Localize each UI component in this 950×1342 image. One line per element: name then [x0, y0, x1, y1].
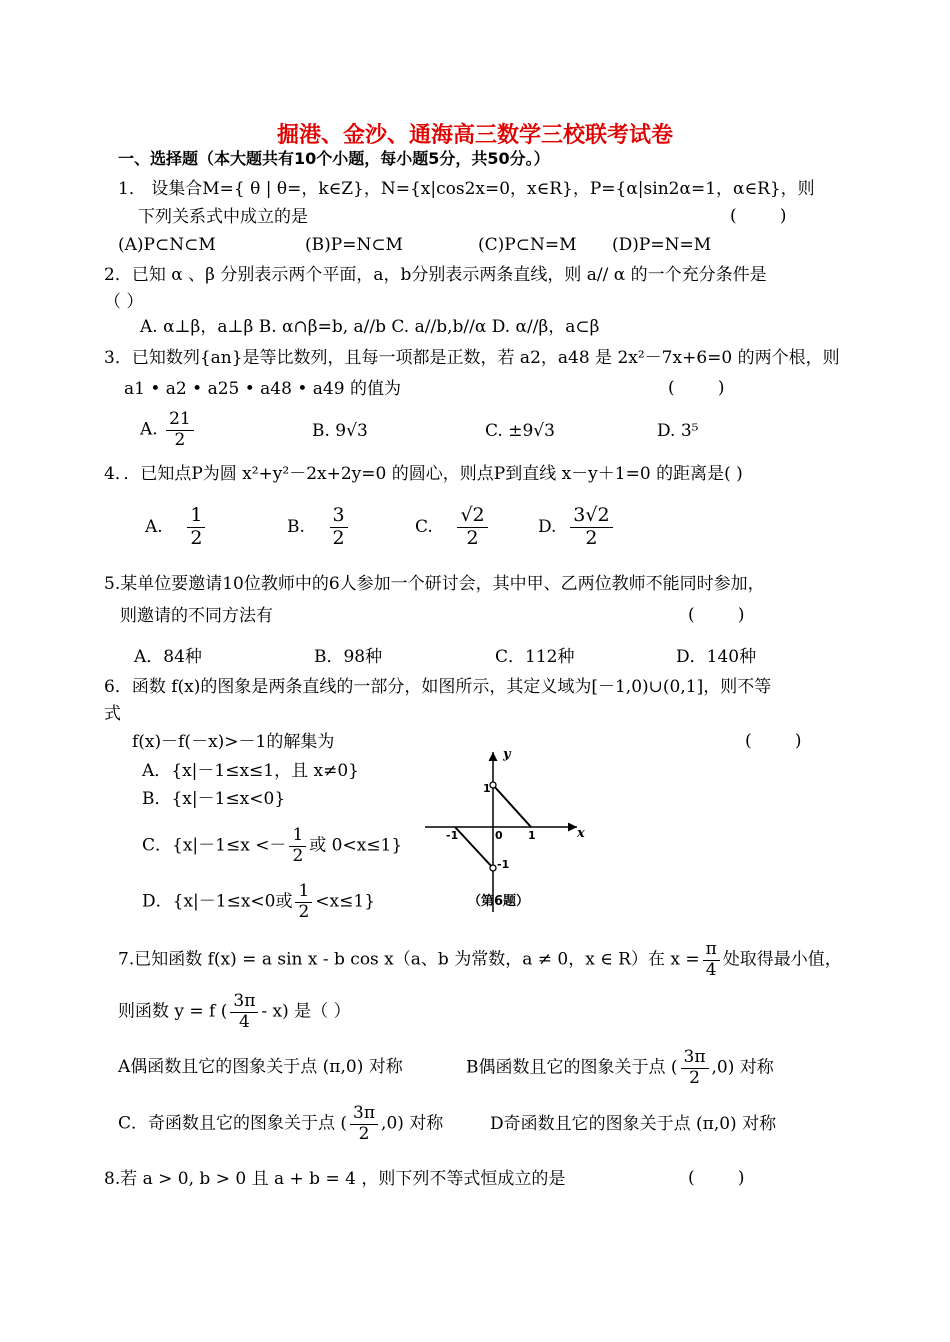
q2-options: A. α⊥β，a⊥β B. α∩β=b, a//b C. a//b,b//α D. α//β，a⊂β [140, 317, 600, 337]
q4-d-fraction [570, 505, 612, 550]
q6-line1: 6．函数 f(x)的图象是两条直线的一部分，如图所示，其定义域为[－1,0)∪(0,1]，则不等 [104, 677, 772, 697]
q7-c-post: ,0) 对称 [381, 1113, 444, 1134]
q2-line1: 2．已知 α 、β 分别表示两个平面，a，b分别表示两条直线，则 a// α 的一个充分条件是 [104, 265, 767, 285]
q7-l1-den: 4 [705, 959, 717, 980]
q7-l2-num: 3π [230, 992, 258, 1013]
q4-option-b [287, 505, 351, 550]
q7-line2 [118, 992, 351, 1032]
q5-line2: 则邀请的不同方法有 [120, 606, 273, 626]
q4-c-num: √2 [457, 505, 487, 528]
x-axis-label: x [577, 826, 585, 841]
q3-option-d: D. 3⁵ [657, 421, 699, 441]
q5-answer-paren: ( ) [688, 605, 745, 625]
y-axis-label: y [503, 747, 511, 762]
q6-c-den: 2 [292, 845, 304, 866]
q4-b-num: 3 [330, 505, 348, 528]
q7-b-den: 2 [689, 1067, 700, 1088]
q7-l2-fraction [230, 992, 258, 1032]
q3-line1: 3．已知数列{an}是等比数列，且每一项都是正数，若 a2，a48 是 2x²－7x+6=0 的两个根，则 [104, 348, 840, 368]
q4-a-fraction [187, 505, 205, 550]
q4-a-den: 2 [190, 526, 203, 549]
q6-answer-paren: ( ) [745, 731, 802, 751]
q7-option-c [118, 1104, 443, 1144]
q3-a-label: A. [140, 419, 158, 440]
q7-b-fraction [681, 1048, 709, 1088]
exam-title: 掘港、金沙、通海高三数学三校联考试卷 [276, 123, 673, 148]
q4-d-den: 2 [585, 526, 598, 549]
q6-d-den: 2 [298, 901, 310, 922]
q1-line1: 1． 设集合M={ θ | θ=，k∈Z}，N={x|cos2x=0，x∈R}，P={α|sin2α=1，α∈R}，则 [118, 179, 815, 199]
q7-l1-fraction [703, 940, 720, 980]
q5-line1: 5.某单位要邀请10位教师中的6人参加一个研讨会，其中甲、乙两位教师不能同时参加， [104, 574, 765, 594]
q6-line1b: 式 [104, 704, 121, 724]
q4-a-num: 1 [187, 505, 205, 528]
q7-c-num: 3π [350, 1104, 378, 1125]
q4-option-d [538, 505, 616, 550]
q7-b-pre: B偶函数且它的图象关于点 ( [466, 1057, 678, 1078]
q6-c-pre: C．{x|－1≤x <－ [142, 835, 287, 856]
q6-figure-caption: （第6题） [468, 894, 530, 909]
q6-d-num: 1 [295, 882, 312, 903]
q5-option-d: D．140种 [676, 647, 757, 667]
q7-c-pre: C．奇函数且它的图象关于点 ( [118, 1113, 348, 1134]
q6-option-c [142, 826, 402, 866]
q4-line1: 4．．已知点P为圆 x²+y²－2x+2y=0 的圆心，则点P到直线 x－y＋1=0 的距离是( ) [104, 464, 743, 484]
origin-label: 0 [495, 829, 503, 842]
open-point-bottom [490, 865, 496, 871]
q7-line1 [118, 940, 842, 980]
q6-option-a: A．{x|－1≤x≤1，且 x≠0} [142, 761, 359, 781]
q4-c-den: 2 [466, 526, 479, 549]
q1-option-a: (A)P⊂N⊂M [118, 235, 216, 255]
q6-d-post: <x≤1} [315, 891, 376, 912]
q1-line2: 下列关系式中成立的是 [138, 207, 308, 227]
y-tick-neg1: -1 [497, 858, 510, 871]
q7-option-d: D奇函数且它的图象关于点 (π,0) 对称 [490, 1114, 777, 1134]
q1-answer-paren: ( ) [730, 206, 787, 226]
q7-b-post: ,0) 对称 [711, 1057, 774, 1078]
q4-d-label: D. [538, 516, 557, 537]
q3-a-num: 21 [166, 410, 194, 431]
graph-segment-right [493, 785, 531, 827]
q7-l1-num: π [703, 940, 720, 961]
q7-c-fraction [350, 1104, 378, 1144]
q7-l1-post: 处取得最小值， [722, 949, 842, 970]
q3-option-b: B. 9√3 [312, 421, 368, 441]
q7-l2-den: 4 [238, 1011, 250, 1032]
q6-line2: f(x)－f(－x)>－1的解集为 [132, 732, 335, 752]
q5-option-a: A．84种 [134, 647, 202, 667]
q7-l1-pre: 7.已知函数 f(x) = a sin x - b cos x（a、b 为常数，a ≠ 0，x ∈ R）在 x = [118, 949, 700, 970]
q8-line1: 8.若 a > 0, b > 0 且 a + b = 4 ，则下列不等式恒成立的是 [104, 1169, 566, 1189]
q6-c-post: 或 0<x≤1} [309, 835, 403, 856]
q3-a-fraction [166, 410, 194, 450]
q5-option-b: B．98种 [314, 647, 383, 667]
q1-option-c: (C)P⊂N=M [478, 235, 577, 255]
q6-d-fraction [295, 882, 312, 922]
q4-a-label: A. [145, 516, 163, 537]
q7-option-b [466, 1048, 774, 1088]
q6-option-d [142, 882, 375, 922]
q7-l2-pre: 则函数 y = f ( [118, 1001, 228, 1022]
q6-c-fraction [289, 826, 306, 866]
q7-option-a: A偶函数且它的图象关于点 (π,0) 对称 [118, 1057, 403, 1077]
q4-c-fraction [457, 505, 487, 550]
graph-segment-left [455, 827, 493, 868]
q7-b-num: 3π [681, 1048, 709, 1069]
y-tick-1: 1 [483, 782, 491, 795]
q4-d-num: 3√2 [570, 505, 612, 528]
q6-c-num: 1 [289, 826, 306, 847]
q3-line2: a1 • a2 • a25 • a48 • a49 的值为 [124, 379, 401, 399]
q8-answer-paren: ( ) [688, 1168, 745, 1188]
q2-line2: （ ） [104, 292, 144, 312]
q4-b-fraction [330, 505, 348, 550]
q6-d-pre: D．{x|－1≤x<0或 [142, 891, 293, 912]
q4-b-den: 2 [332, 526, 345, 549]
q7-l2-post: - x) 是（ ） [261, 1001, 351, 1022]
open-point-top [490, 782, 496, 788]
q1-option-b: (B)P=N⊂M [305, 235, 403, 255]
q4-c-label: C. [415, 516, 433, 537]
x-tick-1: 1 [528, 829, 536, 842]
q3-option-a [140, 410, 197, 450]
x-tick-neg1: -1 [446, 829, 459, 842]
q3-option-c: C. ±9√3 [485, 421, 555, 441]
q6-option-b: B．{x|－1≤x<0} [142, 789, 286, 809]
q4-b-label: B. [287, 516, 305, 537]
q5-option-c: C．112种 [495, 647, 575, 667]
q1-option-d: (D)P=N=M [612, 235, 712, 255]
q3-a-den: 2 [174, 429, 186, 450]
q7-c-den: 2 [358, 1123, 370, 1144]
q4-option-a [145, 505, 208, 550]
q4-option-c [415, 505, 491, 550]
q3-answer-paren: ( ) [668, 378, 725, 398]
section-heading: 一、选择题（本大题共有10个小题，每小题5分，共50分。） [118, 149, 550, 168]
